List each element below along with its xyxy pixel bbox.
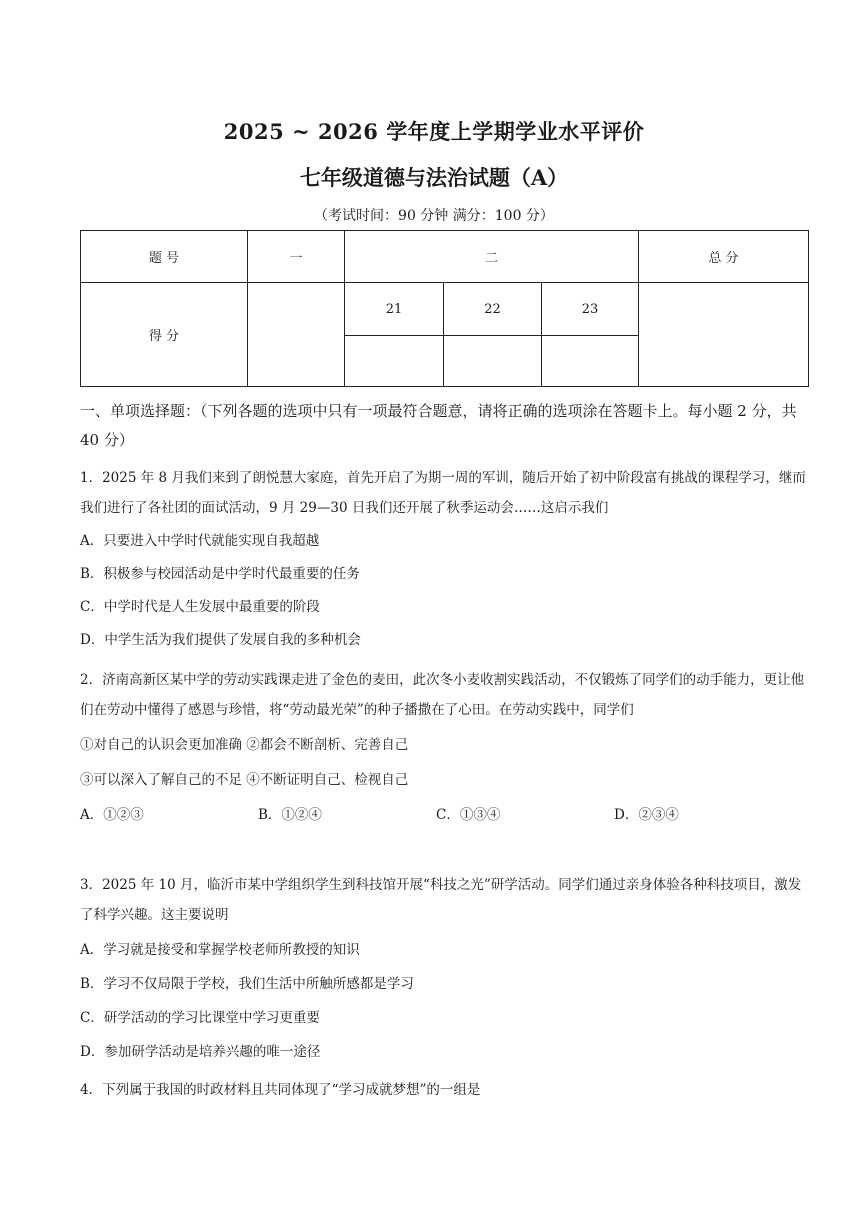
statement-line: ①对自己的认识会更加准确 ②都会不断剖析、完善自己	[80, 737, 409, 753]
option-c: C．①③④	[436, 807, 501, 823]
score-row-label: 得 分	[81, 283, 248, 387]
score-cell-22	[444, 336, 542, 387]
score-cell-total	[639, 283, 809, 387]
question-stem: 4．下列属于我国的时政材料且共同体现了“学习成就梦想”的一组是	[80, 1082, 481, 1098]
question-4	[80, 1075, 808, 1105]
score-header-total: 总 分	[639, 231, 809, 283]
option-a: A．①②③	[80, 807, 144, 823]
exam-subject-title: 七年级道德与法治试题（A）	[299, 165, 569, 190]
score-header-part1: 一	[248, 231, 345, 283]
score-cell-part1	[248, 283, 345, 387]
option-b: B．积极参与校园活动是中学时代最重要的任务	[80, 566, 360, 582]
question-3	[80, 870, 808, 1067]
option-c: C．研学活动的学习比课堂中学习更重要	[80, 1010, 320, 1026]
score-subheader-23: 23	[542, 283, 639, 336]
question-1	[80, 463, 808, 655]
option-c: C．中学时代是人生发展中最重要的阶段	[80, 599, 320, 615]
option-d: D．②③④	[614, 807, 679, 823]
score-table	[80, 230, 809, 387]
options-row	[80, 800, 808, 830]
score-subheader-21: 21	[345, 283, 444, 336]
question-stem: 2．济南高新区某中学的劳动实践课走进了金色的麦田，此次冬小麦收割实践活动，不仅锻炼了同学们的动手能力，更让他们在劳动中懂得了感恩与珍惜，将“劳动最光荣”的种子播撒在了心田。在劳动实践中，同学们	[80, 672, 805, 718]
option-b: B．①②④	[258, 807, 322, 823]
question-2	[80, 665, 808, 830]
score-cell-21	[345, 336, 444, 387]
score-cell-23	[542, 336, 639, 387]
exam-info: （考试时间：90 分钟 满分：100 分）	[314, 208, 554, 224]
statement-line: ③可以深入了解自己的不足 ④不断证明自己、检视自己	[80, 772, 409, 788]
score-header-number: 题 号	[81, 231, 248, 283]
option-b: B．学习不仅局限于学校，我们生活中所触所感都是学习	[80, 976, 414, 992]
option-a: A．只要进入中学时代就能实现自我超越	[80, 533, 320, 549]
question-stem: 3．2025 年 10 月，临沂市某中学组织学生到科技馆开展“科技之光”研学活动。同学们通过亲身体验各种科技项目，激发了科学兴趣。这主要说明	[80, 877, 802, 923]
score-header-part2: 二	[345, 231, 639, 283]
option-d: D．中学生活为我们提供了发展自我的多种机会	[80, 632, 361, 648]
question-stem: 1．2025 年 8 月我们来到了朗悦慧大家庭，首先开启了为期一周的军训，随后开始了初中阶段富有挑战的课程学习，继而我们进行了各社团的面试活动，9 月 29—30 日我们还开展了秋季运动会……这启示我们	[80, 470, 806, 516]
score-subheader-22: 22	[444, 283, 542, 336]
option-a: A．学习就是接受和掌握学校老师所教授的知识	[80, 942, 360, 958]
option-d: D．参加研学活动是培养兴趣的唯一途径	[80, 1044, 321, 1060]
section-heading: 一、单项选择题：（下列各题的选项中只有一项最符合题意，请将正确的选项涂在答题卡上。每小题 2 分，共 40 分）	[80, 402, 797, 449]
exam-title: 2025 ~ 2026 学年度上学期学业水平评价	[223, 119, 645, 144]
